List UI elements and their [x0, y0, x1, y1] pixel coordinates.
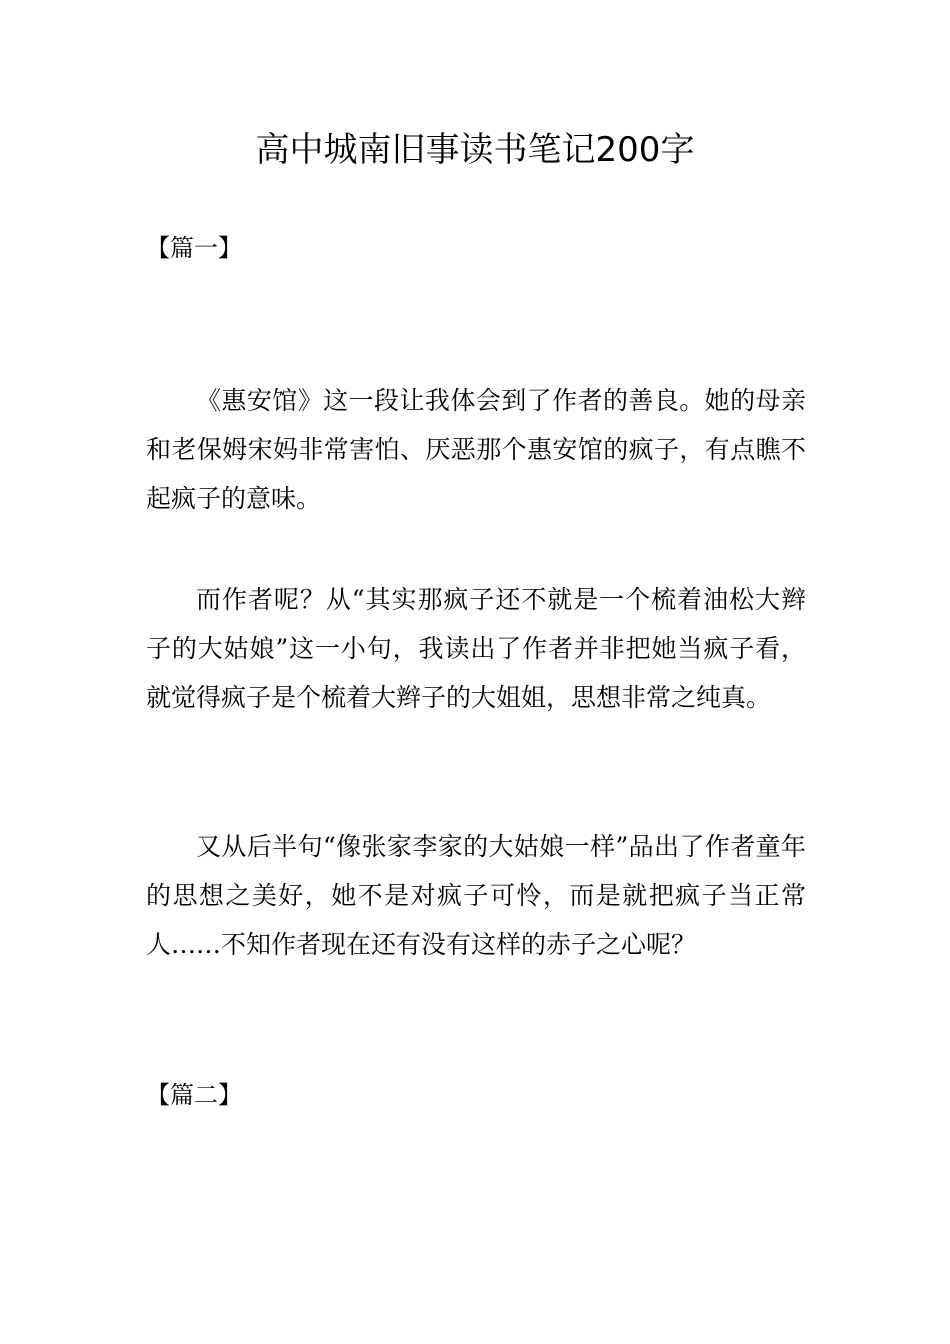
document-title: 高中城南旧事读书笔记200字 — [255, 130, 695, 170]
section-label-2: 【篇二】 — [146, 1081, 242, 1109]
paragraph-2: 而作者呢？从“其实那疯子还不就是一个梳着油松大辫子的大姑娘”这一小句，我读出了作者并非把她当疯子看，就觉得疯子是个梳着大辫子的大姐姐，思想非常之纯真。 — [146, 585, 806, 712]
section-label-1: 【篇一】 — [146, 234, 242, 262]
paragraph-3: 又从后半句“像张家李家的大姑娘一样”品出了作者童年的思想之美好，她不是对疯子可怜，而是就把疯子当正常人……不知作者现在还有没有这样的赤子之心呢？ — [146, 832, 806, 959]
paragraph-1: 《惠安馆》这一段让我体会到了作者的善良。她的母亲和老保姆宋妈非常害怕、厌恶那个惠安馆的疯子，有点瞧不起疯子的意味。 — [146, 386, 806, 513]
